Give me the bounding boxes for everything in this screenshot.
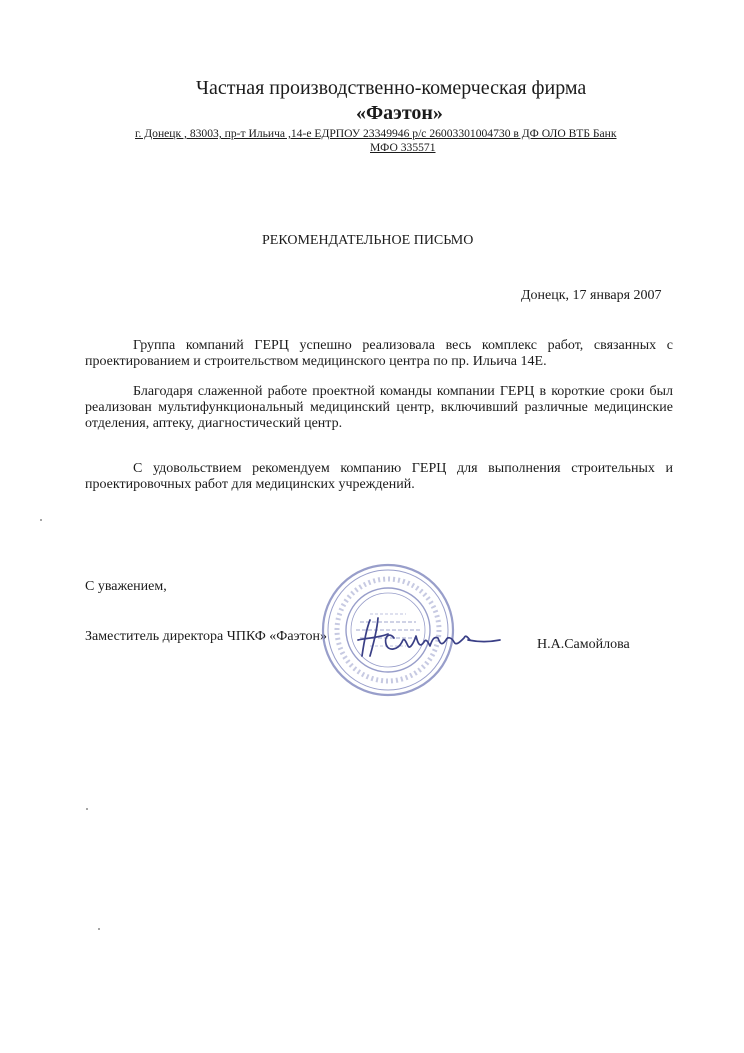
company-mfo: МФО 335571 (370, 141, 436, 154)
paragraph-1: Группа компаний ГЕРЦ успешно реализовала весь комплекс работ, связанных с проектированием и строительством медицинского центра по пр. Ильича 14Е. (85, 338, 673, 369)
scan-speck (40, 519, 42, 521)
scan-speck (86, 808, 88, 810)
document-title: РЕКОМЕНДАТЕЛЬНОЕ ПИСЬМО (262, 233, 474, 248)
company-address: г. Донецк , 83003, пр-т Ильича ,14-е ЕДРПОУ 23349946 р/с 26003301004730 в ДФ ОЛО ВТБ Банк (135, 127, 617, 140)
signature-ink (358, 618, 500, 656)
handwritten-signature-icon (356, 612, 502, 664)
paragraph-3: С удовольствием рекомендуем компанию ГЕРЦ для выполнения строительных и проектировочных работ для медицинских учреждений. (85, 461, 673, 492)
company-name: Частная производственно-комерческая фирма (196, 77, 587, 99)
company-brand: «Фаэтон» (356, 102, 443, 124)
signer-name: Н.А.Самойлова (537, 637, 630, 652)
document-date: Донецк, 17 января 2007 (521, 288, 662, 303)
paragraph-2: Благодаря слаженной работе проектной команды компании ГЕРЦ в короткие сроки был реализован мультифункциональный медицинский центр, включивший различные медицинские отделения, аптеку, диагностический центр. (85, 384, 673, 431)
closing-phrase: С уважением, (85, 579, 167, 594)
scan-speck (98, 928, 100, 930)
signer-position: Заместитель директора ЧПКФ «Фаэтон» (85, 629, 327, 644)
